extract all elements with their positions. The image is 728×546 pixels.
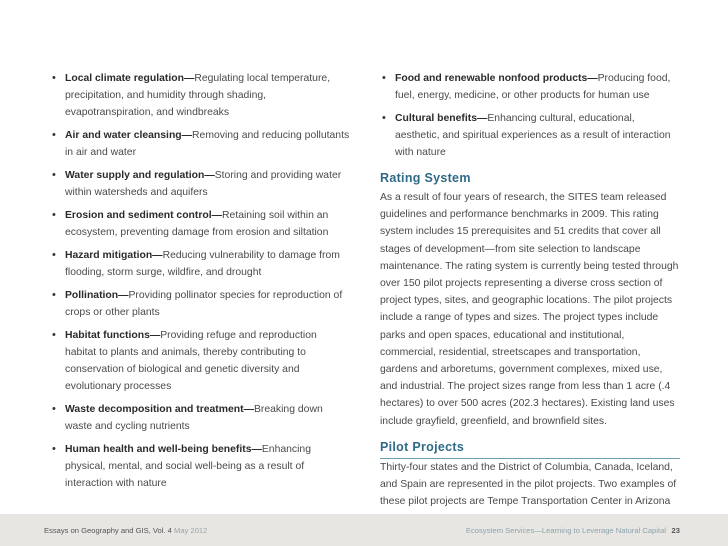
left-column (50, 70, 350, 498)
ecosystem-services-list (50, 70, 350, 492)
list-item (50, 127, 350, 161)
list-item (50, 441, 350, 492)
ecosystem-services-list-continued (380, 70, 680, 161)
rating-system-body: As a result of four years of research, the SITES team released guidelines and performance benchmarks in 2009. This rating system includes 15 prerequisites and 51 credits that cover all stages of development—from site selection to landscape maintenance. The rating system is currently being tested through over 150 pilot projects representing a diverse cross section of project types, sites, and geographic locations. The pilot projects include a range of types and sizes. The project types include parks and open spaces, educational and institutional, commercial, residential, streetscapes and transportation, gardens and arboretums, government complexes, mixed use, and industrial. The project sizes range from less than 1 acre (.4 hectares) to over 500 acres (202.3 hectares). Existing land uses include grayfield, greenfield, and brownfield sites. (380, 192, 679, 427)
list-item (50, 327, 350, 395)
list-item (50, 287, 350, 321)
list-item-desc: Retaining soil within an ecosystem, preventing damage from erosion and siltation (65, 210, 329, 238)
list-item-desc: Regulating local temperature, precipitation, and humidity through shading, evapotranspiration, and windbreaks (65, 73, 331, 118)
list-item (380, 110, 680, 161)
list-item-desc: Enhancing cultural, educational, aesthetic, and spiritual experiences as a result of interaction with nature (395, 113, 671, 158)
page-number: 23 (671, 526, 680, 535)
footer-publication (44, 526, 207, 535)
footer-article-title: Ecosystem Services—Learning to Leverage Natural Capital (465, 526, 666, 535)
list-item-desc: Reducing vulnerability to damage from flooding, storm surge, wildfire, and drought (65, 250, 340, 278)
publication-title: Essays on Geography and GIS, Vol. 4 (44, 526, 172, 535)
pilot-projects-heading: Pilot Projects (380, 439, 465, 454)
list-item-term: Hazard mitigation— (65, 250, 163, 261)
list-item-desc: Storing and providing water within watersheds and aquifers (65, 170, 342, 198)
list-item-term: Air and water cleansing— (65, 130, 193, 141)
list-item-desc: Enhancing physical, mental, and social well-being as a result of interaction with nature (65, 444, 311, 489)
list-item-desc: Producing food, fuel, energy, medicine, or other products for human use (395, 73, 671, 101)
list-item (50, 70, 350, 121)
list-item-desc: Providing pollinator species for reproduction of crops or other plants (65, 290, 343, 318)
pilot-projects-body: Thirty-four states and the District of Columbia, Canada, Iceland, and Spain are represented in the pilot projects. Two examples of these pilot projects are Tempe Transportation Center in Arizona (380, 461, 677, 508)
list-item-desc: Breaking down waste and cycling nutrients (65, 404, 323, 432)
list-item-term: Local climate regulation— (65, 73, 195, 84)
list-item-term: Water supply and regulation— (65, 170, 215, 181)
list-item-term: Cultural benefits— (395, 113, 488, 124)
list-item-desc: Providing refuge and reproduction habitat to plants and animals, thereby contributing to conservation of biological and genetic diversity and evolutionary processes (65, 330, 317, 392)
publication-date: May 2012 (174, 526, 208, 535)
list-item (50, 401, 350, 435)
rating-system-heading: Rating System (380, 171, 471, 185)
list-item-desc: Removing and reducing pollutants in air and water (65, 130, 350, 158)
list-item (50, 207, 350, 241)
list-item-term: Waste decomposition and treatment— (65, 404, 254, 415)
list-item (50, 247, 350, 281)
list-item-term: Habitat functions— (65, 330, 161, 341)
list-item-term: Food and renewable nonfood products— (395, 73, 598, 84)
right-column (380, 70, 680, 510)
list-item (380, 70, 680, 104)
list-item (50, 167, 350, 201)
page-footer (0, 514, 728, 546)
list-item-term: Erosion and sediment control— (65, 210, 223, 221)
list-item-term: Human health and well-being benefits— (65, 444, 262, 455)
list-item-term: Pollination— (65, 290, 129, 301)
